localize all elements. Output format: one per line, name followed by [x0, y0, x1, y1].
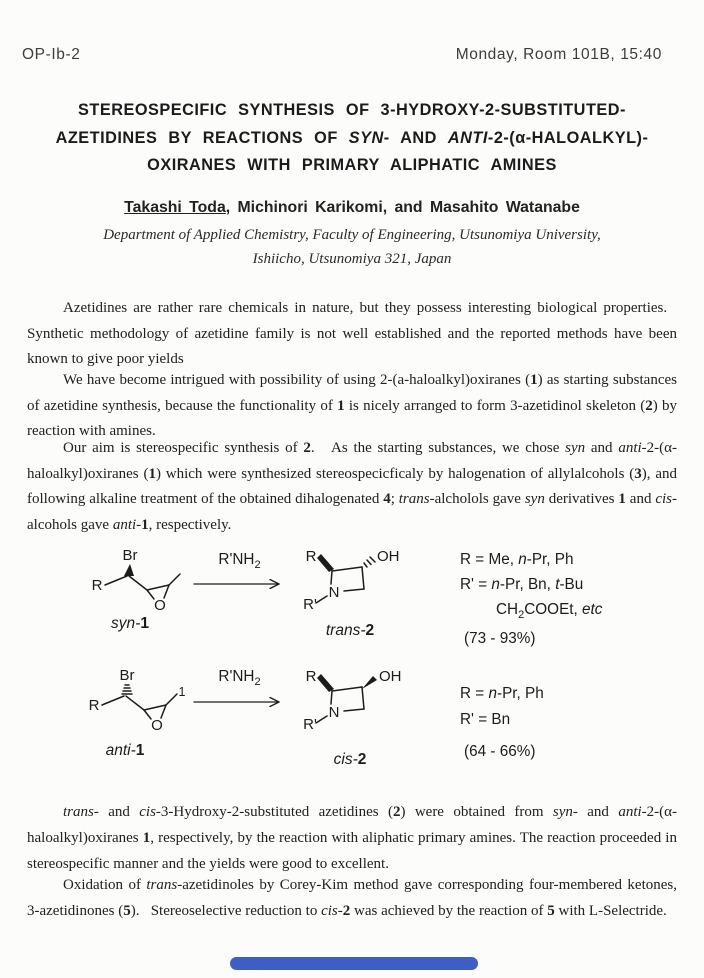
paper-title: [26, 97, 678, 180]
bold-wedge-bond: [124, 564, 134, 576]
r-atom-label: R: [88, 697, 100, 714]
reaction-arrow: [192, 577, 287, 591]
o-atom-label: O: [151, 717, 163, 734]
n-atom-label: N: [328, 704, 340, 721]
product-name-trans-2: trans-2: [325, 622, 375, 639]
condition-line: R = n-Pr, Ph: [460, 685, 544, 702]
r-atom-label: R: [305, 668, 317, 685]
affiliation-line-1: Department of Applied Chemistry, Faculty of Engineering, Utsunomiya University,: [103, 227, 601, 243]
oh-atom-label: OH: [377, 548, 400, 565]
page-header: [22, 46, 662, 64]
anti-epoxide-structure: [80, 663, 195, 743]
bold-wedge-bond: [317, 554, 334, 572]
hash-wedge-bond: [364, 563, 367, 567]
cis-azetidine-structure: [296, 663, 401, 733]
reagent-label-amine: $R'NH_2$: [218, 668, 261, 689]
reactant-name-anti-1: anti-1: [105, 742, 145, 759]
paragraph-5: Oxidation of trans-azetidinoles by Corey-Kim method gave corresponding four-membered ketones, 3-azetidinones (5). Stereoselective reduction to cis-2 was achieved by the reaction of 5 with L-Selectride.: [27, 877, 677, 919]
title-line-3: OXIRANES WITH PRIMARY ALIPHATIC AMINES: [147, 156, 557, 174]
oh-atom-label: OH: [379, 668, 402, 685]
conditions-block-1: [460, 547, 602, 651]
bottom-blue-bar: [230, 957, 478, 970]
session-info: Monday, Room 101B, 15:40: [455, 46, 662, 63]
r-atom-label: R: [305, 548, 317, 565]
title-line-1: STEREOSPECIFIC SYNTHESIS OF 3-HYDROXY-2-SUBSTITUTED-: [78, 101, 626, 119]
n-atom-label: N: [328, 584, 340, 601]
condition-line: R' = Bn: [460, 711, 511, 728]
paragraph-4: trans- and cis-3-Hydroxy-2-substituted azetidines (2) were obtained from syn- and anti-2-(α-haloalkyl)oxiranes 1, respectively, by the reaction with aliphatic primary amines. The reaction proceeded in stereospecific manner and the yields were good to excellent.: [27, 804, 677, 872]
condition-line: R = Me, n-Pr, Ph: [460, 551, 574, 568]
title-line-2: AZETIDINES BY REACTIONS OF SYN- AND ANTI-2-(α-HALOALKYL)-: [55, 128, 649, 147]
yield-line: (73 - 93%): [464, 630, 536, 647]
epoxide-number-label: 1: [178, 685, 186, 699]
r-atom-label: R: [91, 577, 103, 594]
o-atom-label: O: [154, 597, 166, 614]
trans-azetidine-structure: [296, 543, 401, 613]
r-prime-atom-label: R': [303, 716, 317, 733]
paragraph-1: Azetidines are rather rare chemicals in nature, but they possess interesting biological properties. Synthetic methodology of azetidine family is not well established and the reported methods have been known to give poor yields: [27, 300, 677, 367]
bold-wedge-bond: [317, 674, 334, 692]
paragraph-2: We have become intrigued with possibility of using 2-(a-haloalkyl)oxiranes (1) as starting substances of azetidine synthesis, because the functionality of 1 is nicely arranged to form 3-azetidinol skeleton (2) by reaction with amines.: [27, 372, 678, 439]
paper-code: OP-Ib-2: [22, 46, 81, 63]
br-atom-label: Br: [122, 547, 138, 564]
condition-line: R' = n-Pr, Bn, t-Bu: [460, 576, 584, 593]
syn-epoxide-structure: [83, 543, 198, 623]
reactant-name-syn-1: syn-1: [111, 615, 149, 632]
paragraph-3: Our aim is stereospecific synthesis of 2. As the starting substances, we chose syn and anti-2-(α-haloalkyl)oxiranes (1) which were synthesized stereospecicficaly by halogenation of allylalcohols (3), and following alkaline treatment of the obtained dihalogenated 4; trans-alcholols gave syn derivatives 1 and cis-alcohols gave anti-1, respectively.: [27, 440, 677, 533]
br-atom-label: Br: [119, 667, 135, 684]
conditions-block-2: [460, 681, 544, 765]
affiliation-line-2: Ishiicho, Utsunomiya 321, Japan: [252, 251, 452, 267]
r-prime-atom-label: R': [303, 596, 317, 613]
yield-line: (64 - 66%): [464, 743, 536, 760]
authors-line: Takashi Toda, Michinori Karikomi, and Masahito Watanabe: [124, 199, 580, 216]
condition-line: $CH_2COOEt$, etc: [496, 601, 603, 622]
product-name-cis-2: cis-2: [333, 751, 367, 768]
reagent-label-amine: $R'NH_2$: [218, 551, 261, 572]
bold-wedge-bond: [362, 676, 377, 689]
reaction-arrow: [192, 695, 287, 709]
